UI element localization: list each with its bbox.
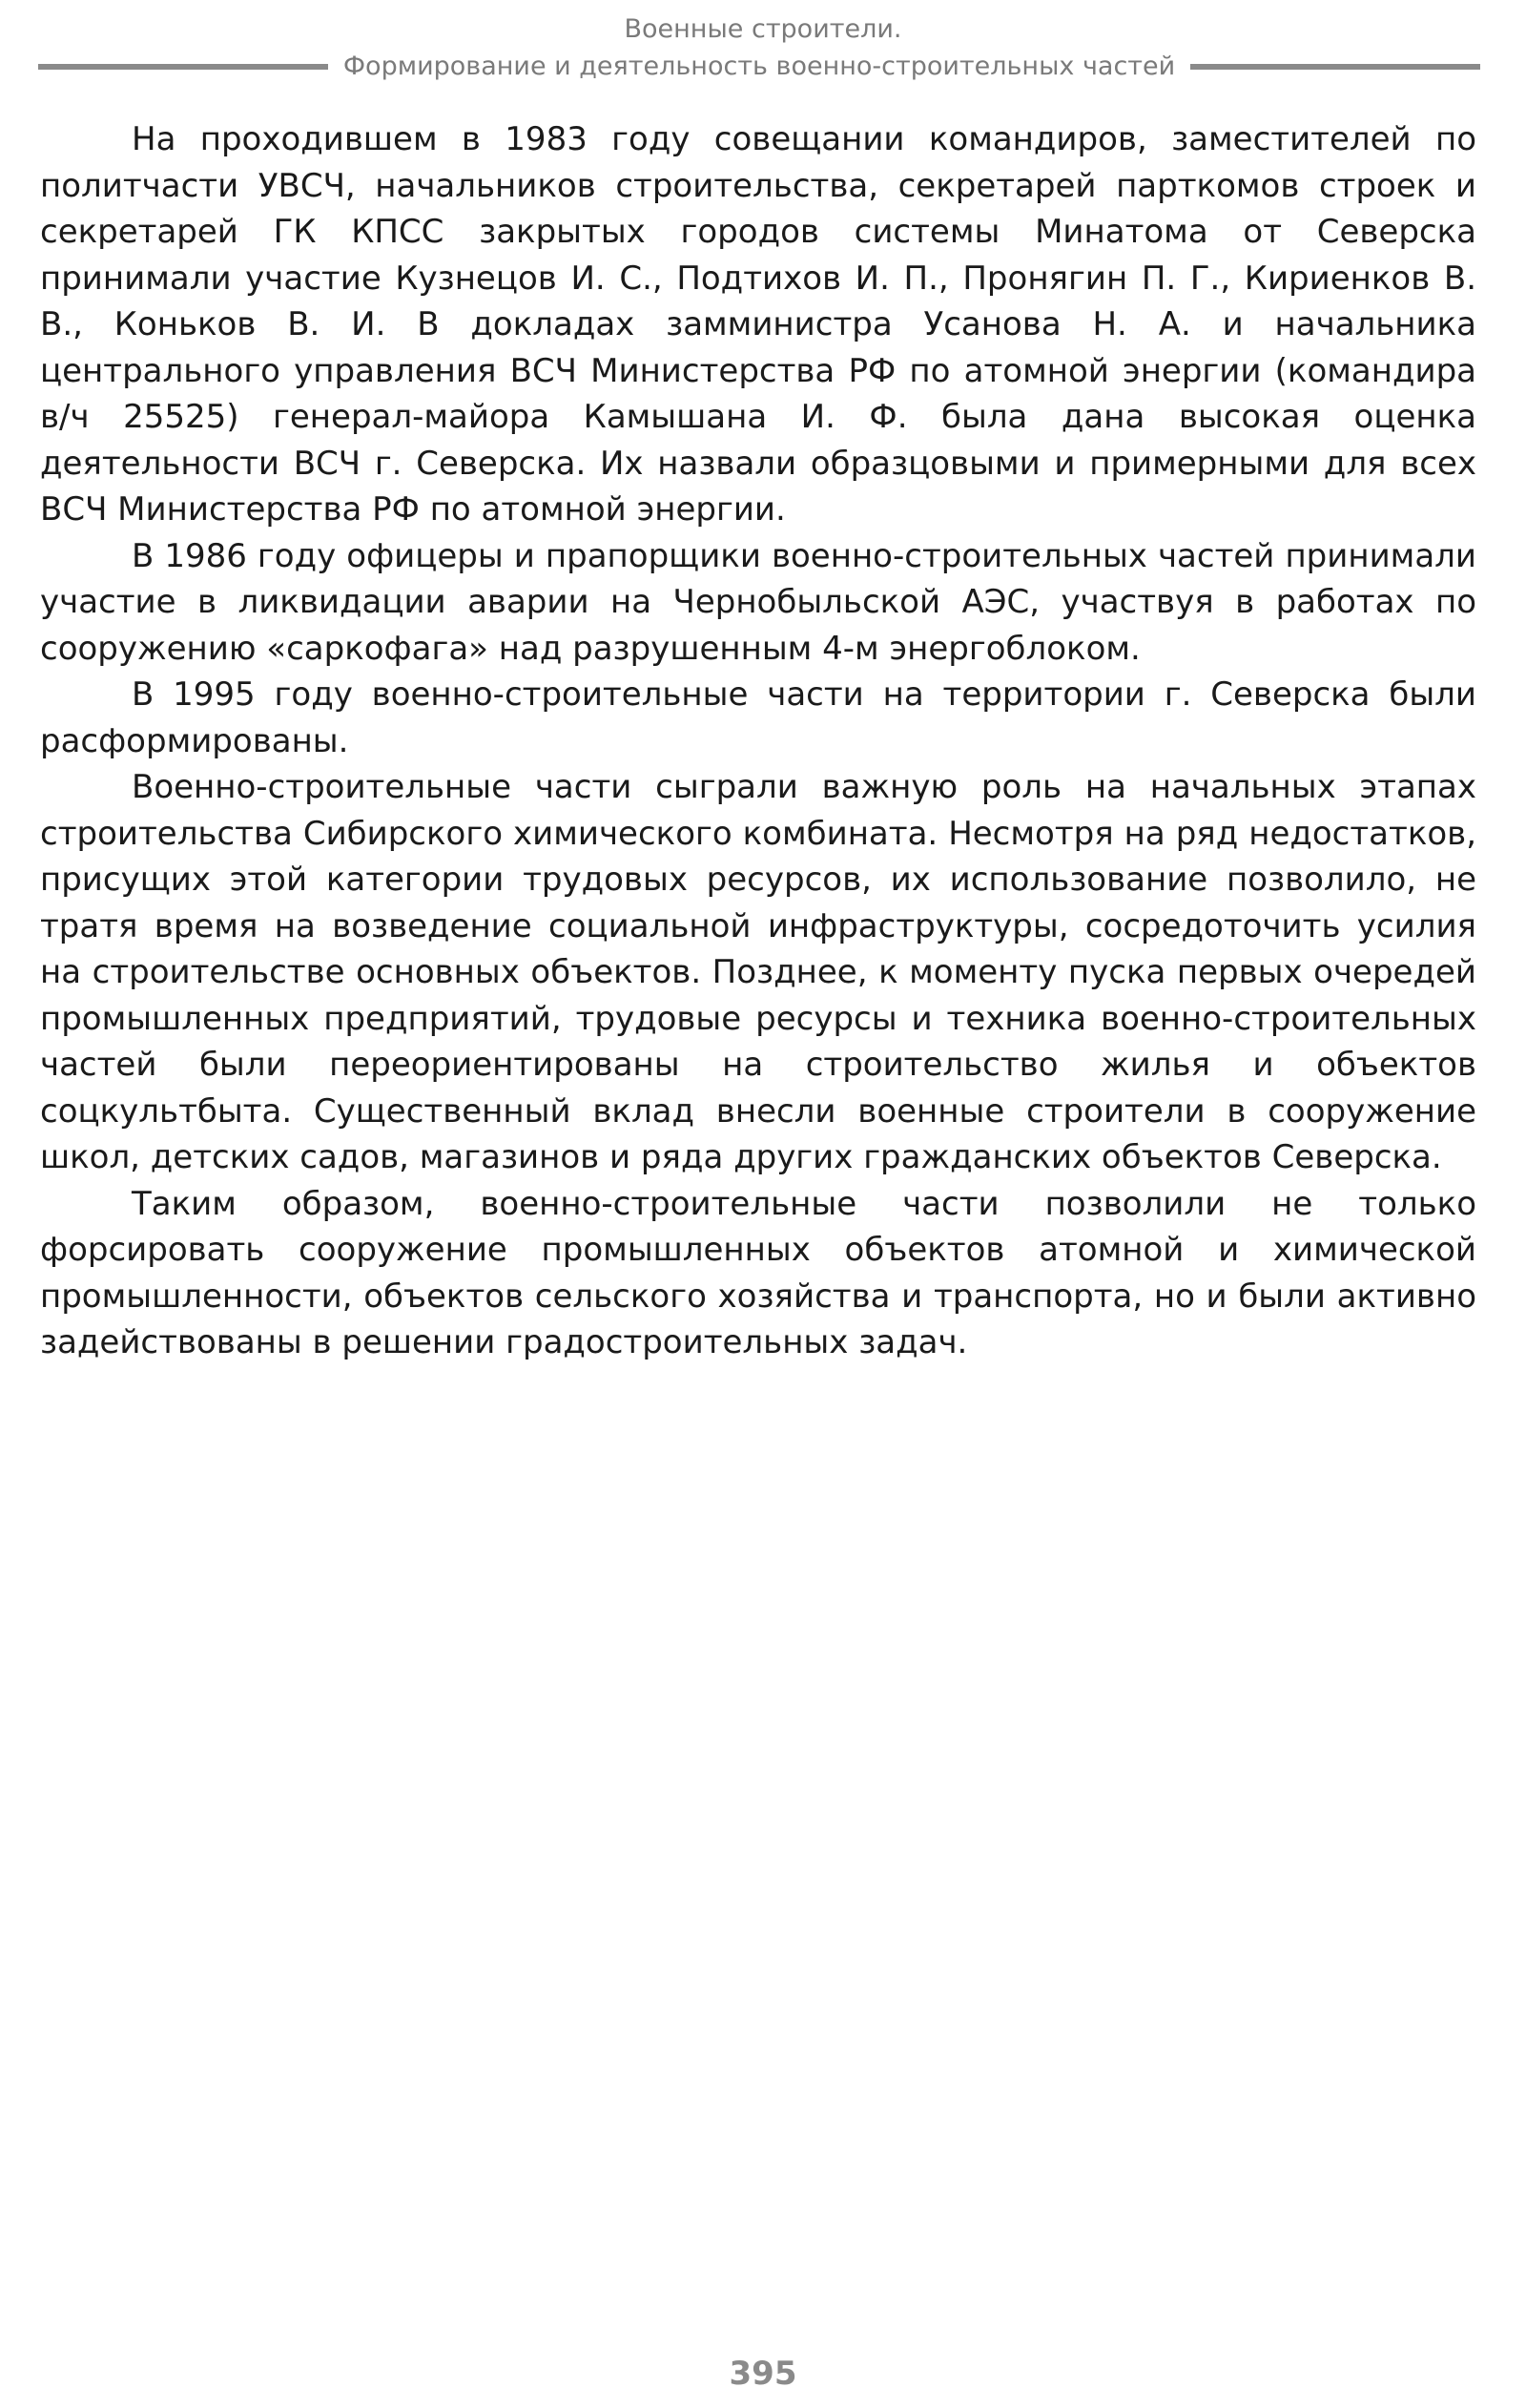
running-head bbox=[0, 8, 1526, 84]
paragraph-conclusion: Таким образом, военно-строительные части позволили не только форсировать сооружение промышленных объектов атомной и химической промышленности, объектов сельского хозяйства и транспорта, но и были активно задействованы в решении градостроительных задач. bbox=[40, 1184, 1476, 1361]
paragraph-1986-chernobyl: В 1986 году офицеры и прапорщики военно-строительных частей принимали участие в ликвидации аварии на Чернобыльской АЭС, участвуя в работах по сооружению «саркофага» над разрушенным 4-м энергоблоком. bbox=[40, 536, 1476, 668]
page-number: 395 bbox=[729, 2355, 797, 2393]
running-head-subtitle: Формирование и деятельность военно-строительных частей bbox=[342, 52, 1176, 81]
paragraph-1995-disbanded: В 1995 году военно-строительные части на территории г. Северска были расформированы. bbox=[40, 675, 1476, 760]
body-text bbox=[40, 116, 1476, 1366]
running-head-title: Военные строители. bbox=[624, 14, 902, 44]
paragraph-role: Военно-строительные части сыграли важную роль на начальных этапах строительства Сибирского химического комбината. Несмотря на ряд недостатков, присущих этой категории трудовых ресурсов, их использование позволило, не тратя время на возведение социальной инфраструктуры, сосредоточить усилия на строительстве основных объектов. Позднее, к моменту пуска первых очередей промышленных предприятий, трудовые ресурсы и техника военно-строительных частей были переориентированы на строительство жилья и объектов соцкультбыта. Существенный вклад внесли военные строители в сооружение школ, детских садов, магазинов и ряда других гражданских объектов Северска. bbox=[40, 768, 1476, 1176]
running-head-subtitle-row bbox=[38, 50, 1480, 84]
paragraph-1983-meeting: На проходившем в 1983 году совещании командиров, заместителей по политчасти УВСЧ, начальников строительства, секретарей парткомов строек и секретарей ГК КПСС закрытых городов системы Минатома от Северска принимали участие Кузнецов И. С., Подтихов И. П., Пронягин П. Г., Кириенков В. В., Коньков В. И. В докладах замминистра Усанова Н. А. и начальника центрального управления ВСЧ Министерства РФ по атомной энергии (командира в/ч 25525) генерал-майора Камышана И. Ф. была дана высокая оценка деятельности ВСЧ г. Северска. Их назвали образцовыми и примерными для всех ВСЧ Министерства РФ по атомной энергии. bbox=[40, 120, 1476, 529]
running-head-rule-left bbox=[38, 64, 328, 70]
running-head-rule-right bbox=[1190, 64, 1480, 70]
